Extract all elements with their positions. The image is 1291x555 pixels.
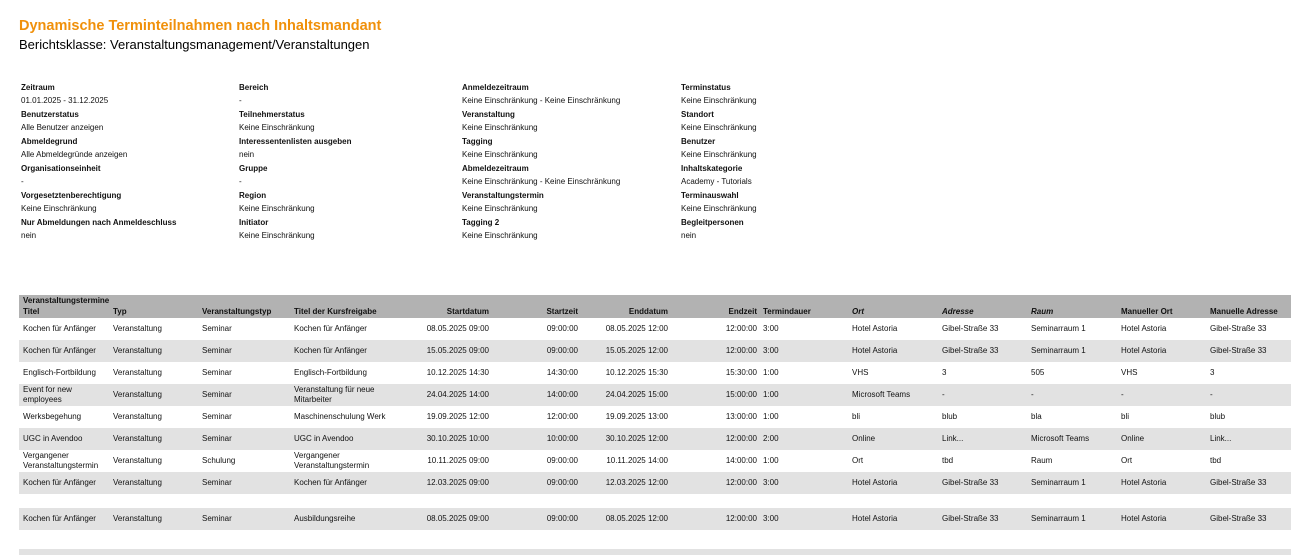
table-cell xyxy=(1121,494,1206,508)
filter-label: Zeitraum xyxy=(21,83,55,92)
filter-column-3 xyxy=(462,82,620,244)
filter-column-2 xyxy=(239,82,351,244)
table-cell: 09:00:00 xyxy=(546,346,578,355)
table-cell: Microsoft Teams xyxy=(1031,434,1090,443)
table-row xyxy=(19,428,1291,450)
table-row xyxy=(19,384,1291,406)
table-cell: Kochen für Anfänger xyxy=(23,324,96,333)
filter-value: Keine Einschränkung xyxy=(462,231,538,240)
table-cell: 15:00:00 xyxy=(725,390,757,399)
table-cell xyxy=(509,494,578,508)
table-cell xyxy=(1210,494,1290,508)
filter-label: Tagging xyxy=(462,137,493,146)
table-cell: Veranstaltung xyxy=(113,412,162,421)
table-cell: Gibel-Straße 33 xyxy=(942,478,999,487)
filter-value: Keine Einschränkung xyxy=(681,123,757,132)
column-header: Titel der Kursfreigabe xyxy=(294,307,377,316)
table-cell xyxy=(763,494,823,508)
table-cell: 3:00 xyxy=(763,324,779,333)
table-cell: tbd xyxy=(1210,456,1222,465)
table-cell: 19.09.2025 12:00 xyxy=(426,412,489,421)
table-cell: bli xyxy=(1121,412,1130,421)
filter-item xyxy=(239,190,351,217)
report-title: Dynamische Terminteilnahmen nach Inhaltsmandant xyxy=(19,18,382,34)
table-cell: Veranstaltung xyxy=(113,478,162,487)
filter-item xyxy=(681,163,757,190)
table-cell: Veranstaltung xyxy=(113,514,162,523)
table-cell: Ort xyxy=(1121,456,1133,465)
table-row xyxy=(19,318,1291,340)
filter-label: Veranstaltungstermin xyxy=(462,191,544,200)
table-cell: Englisch-Fortbildung xyxy=(23,368,96,377)
table-cell xyxy=(852,494,937,508)
table-cell: 15:30:00 xyxy=(725,368,757,377)
column-header: Raum xyxy=(1031,307,1054,316)
filter-item xyxy=(21,217,176,244)
filter-value: Keine Einschränkung xyxy=(462,150,538,159)
table-cell: Veranstaltung xyxy=(113,434,162,443)
table-cell: 14:00:00 xyxy=(725,456,757,465)
table-cell: 15.05.2025 12:00 xyxy=(605,346,668,355)
table-cell: Vergangener Veranstaltungstermin xyxy=(294,451,370,470)
table-cell: 10.11.2025 09:00 xyxy=(427,456,489,465)
table-cell: Seminarraum 1 xyxy=(1031,324,1086,333)
table-cell: Maschinenschulung Werk xyxy=(294,412,386,421)
filter-value: Alle Abmeldegründe anzeigen xyxy=(21,150,128,159)
table-cell: Link... xyxy=(1210,434,1232,443)
filter-item xyxy=(239,82,351,109)
table-cell: Gibel-Straße 33 xyxy=(1210,514,1267,523)
table-row xyxy=(19,362,1291,384)
table-cell: 09:00:00 xyxy=(546,514,578,523)
filter-column-4 xyxy=(681,82,757,244)
filter-label: Terminauswahl xyxy=(681,191,739,200)
table-cell: Seminar xyxy=(202,368,232,377)
table-cell: Gibel-Straße 33 xyxy=(1210,346,1267,355)
table-cell xyxy=(294,494,409,508)
table-row xyxy=(19,406,1291,428)
filter-label: Bereich xyxy=(239,83,269,92)
table-cell: Seminarraum 1 xyxy=(1031,514,1086,523)
table-cell: 08.05.2025 09:00 xyxy=(426,324,489,333)
filter-item xyxy=(462,190,620,217)
table-cell: Hotel Astoria xyxy=(1121,346,1167,355)
table-cell: Online xyxy=(852,434,876,443)
filter-value: Keine Einschränkung xyxy=(239,231,315,240)
table-cell: - xyxy=(942,390,945,399)
table-cell: 1:00 xyxy=(763,368,779,377)
table-cell: Hotel Astoria xyxy=(852,478,898,487)
table-cell: 19.09.2025 13:00 xyxy=(605,412,668,421)
filter-item xyxy=(462,217,620,244)
filter-value: nein xyxy=(21,231,37,240)
table-cell: Kochen für Anfänger xyxy=(23,478,96,487)
table-cell: Seminar xyxy=(202,412,232,421)
table-cell: Gibel-Straße 33 xyxy=(942,514,999,523)
table-cell xyxy=(942,494,1027,508)
filter-label: Standort xyxy=(681,110,714,119)
table-cell: VHS xyxy=(852,368,869,377)
table-cell: 3:00 xyxy=(763,478,779,487)
filter-label: Inhaltskategorie xyxy=(681,164,743,173)
table-cell: 3:00 xyxy=(763,346,779,355)
filter-value: Keine Einschränkung - Keine Einschränkung xyxy=(462,177,621,186)
table-cell: 3 xyxy=(942,368,947,377)
table-cell: 505 xyxy=(1031,368,1045,377)
table-cell: Hotel Astoria xyxy=(1121,478,1167,487)
table-cell: - xyxy=(1121,390,1124,399)
filter-value: - xyxy=(239,96,242,105)
column-header: Typ xyxy=(113,307,127,316)
filter-value: Keine Einschränkung xyxy=(462,204,538,213)
filter-item xyxy=(681,82,757,109)
table-cell: Online xyxy=(1121,434,1145,443)
table-cell: 24.04.2025 15:00 xyxy=(605,390,668,399)
filter-item xyxy=(462,136,620,163)
filter-label: Benutzerstatus xyxy=(21,110,79,119)
column-header: Titel xyxy=(23,307,40,316)
table-cell: 09:00:00 xyxy=(546,456,578,465)
filter-value: Alle Benutzer anzeigen xyxy=(21,123,104,132)
table-cell: 12:00:00 xyxy=(725,478,757,487)
report-subtitle: Berichtsklasse: Veranstaltungsmanagement/Veranstaltungen xyxy=(19,37,370,52)
table-cell: 12:00:00 xyxy=(725,324,757,333)
filter-label: Veranstaltung xyxy=(462,110,515,119)
table-cell: Seminarraum 1 xyxy=(1031,346,1086,355)
table-cell: Seminar xyxy=(202,390,232,399)
filter-item xyxy=(21,109,176,136)
table-cell: Hotel Astoria xyxy=(1121,324,1167,333)
table-cell: 12.03.2025 12:00 xyxy=(605,478,668,487)
filter-item xyxy=(21,82,176,109)
table-cell: Hotel Astoria xyxy=(1121,514,1167,523)
column-header: Endzeit xyxy=(728,307,757,316)
table-body xyxy=(19,318,1291,530)
table-cell: 10.11.2025 14:00 xyxy=(606,456,668,465)
table-row xyxy=(19,494,1291,508)
table-cell: Ort xyxy=(852,456,864,465)
filter-value: Keine Einschränkung xyxy=(239,204,315,213)
table-cell: 12:00:00 xyxy=(725,514,757,523)
filter-item xyxy=(21,190,176,217)
table-cell: 08.05.2025 09:00 xyxy=(426,514,489,523)
table-cell: 24.04.2025 14:00 xyxy=(426,390,489,399)
filter-item xyxy=(239,163,351,190)
table-cell: 12.03.2025 09:00 xyxy=(426,478,489,487)
table-cell: Seminar xyxy=(202,346,232,355)
table-cell: blub xyxy=(942,412,958,421)
table-cell: 09:00:00 xyxy=(546,478,578,487)
table-cell: 12:00:00 xyxy=(546,412,578,421)
table-cell: Hotel Astoria xyxy=(852,514,898,523)
table-cell: Veranstaltung xyxy=(113,368,162,377)
table-cell: UGC in Avendoo xyxy=(23,434,83,443)
filter-value: nein xyxy=(239,150,255,159)
table-cell: Englisch-Fortbildung xyxy=(294,368,367,377)
table-cell xyxy=(681,494,757,508)
table-cell xyxy=(23,494,109,508)
table-cell: 30.10.2025 12:00 xyxy=(605,434,668,443)
filter-item xyxy=(681,136,757,163)
table-cell: Veranstaltung xyxy=(113,390,162,399)
table-cell: 3:00 xyxy=(763,514,779,523)
column-header: Startdatum xyxy=(446,307,489,316)
table-row xyxy=(19,472,1291,494)
table-cell xyxy=(594,494,668,508)
table-group-header: Veranstaltungstermine xyxy=(19,295,1291,306)
filter-label: Benutzer xyxy=(681,137,716,146)
filter-item xyxy=(462,163,620,190)
table-cell: UGC in Avendoo xyxy=(294,434,354,443)
table-cell: Seminar xyxy=(202,434,232,443)
table-row xyxy=(19,340,1291,362)
table-cell: Ausbildungsreihe xyxy=(294,514,356,523)
table-cell: 10.12.2025 15:30 xyxy=(605,368,668,377)
table-cell: 30.10.2025 10:00 xyxy=(426,434,489,443)
table-cell: Seminarraum 1 xyxy=(1031,478,1086,487)
filter-label: Nur Abmeldungen nach Anmeldeschluss xyxy=(21,218,177,227)
table-cell: 10.12.2025 14:30 xyxy=(426,368,489,377)
filter-value: nein xyxy=(681,231,697,240)
table-cell: 14:30:00 xyxy=(546,368,578,377)
filter-label: Interessentenlisten ausgeben xyxy=(239,137,352,146)
table-cell: 1:00 xyxy=(763,412,779,421)
filter-item xyxy=(681,190,757,217)
column-header: Termindauer xyxy=(763,307,811,316)
filter-item xyxy=(21,136,176,163)
filter-value: Keine Einschränkung - Keine Einschränkung xyxy=(462,96,621,105)
table-cell: bla xyxy=(1031,412,1042,421)
table-cell: Kochen für Anfänger xyxy=(294,346,367,355)
table-cell: 10:00:00 xyxy=(546,434,578,443)
table-cell xyxy=(1031,494,1116,508)
filter-label: Initiator xyxy=(239,218,269,227)
table-cell: Hotel Astoria xyxy=(852,324,898,333)
filter-value: Keine Einschränkung xyxy=(681,96,757,105)
filter-item xyxy=(462,109,620,136)
filter-value: Keine Einschränkung xyxy=(681,150,757,159)
column-header: Manuelle Adresse xyxy=(1210,307,1278,316)
filter-item xyxy=(21,163,176,190)
table-cell: 2:00 xyxy=(763,434,779,443)
filter-label: Organisationseinheit xyxy=(21,164,101,173)
filter-label: Terminstatus xyxy=(681,83,731,92)
table-cell xyxy=(202,494,290,508)
table-cell: Microsoft Teams xyxy=(852,390,911,399)
table-cell: Veranstaltung xyxy=(113,324,162,333)
table-cell: bli xyxy=(852,412,861,421)
filter-item xyxy=(239,109,351,136)
filter-label: Gruppe xyxy=(239,164,268,173)
filter-value: Keine Einschränkung xyxy=(21,204,97,213)
filter-label: Region xyxy=(239,191,267,200)
table-cell: 14:00:00 xyxy=(546,390,578,399)
table-cell: 12:00:00 xyxy=(725,346,757,355)
table-cell: Veranstaltung xyxy=(113,456,162,465)
table-cell: Gibel-Straße 33 xyxy=(942,324,999,333)
column-header: Veranstaltungstyp xyxy=(202,307,272,316)
table-cell: Vergangener Veranstaltungstermin xyxy=(23,451,99,470)
filter-value: - xyxy=(21,177,24,186)
table-cell: Raum xyxy=(1031,456,1053,465)
table-cell: Werksbegehung xyxy=(23,412,82,421)
filter-label: Anmeldezeitraum xyxy=(462,83,529,92)
column-header: Manueller Ort xyxy=(1121,307,1173,316)
table-cell: - xyxy=(1210,390,1213,399)
events-table xyxy=(19,295,1291,530)
filter-item xyxy=(681,217,757,244)
table-cell: - xyxy=(1031,390,1034,399)
table-cell: Gibel-Straße 33 xyxy=(942,346,999,355)
filter-label: Begleitpersonen xyxy=(681,218,744,227)
table-cell: Kochen für Anfänger xyxy=(294,478,367,487)
table-cell: 1:00 xyxy=(763,456,779,465)
table-cell: 12:00:00 xyxy=(725,434,757,443)
table-cell: Veranstaltung xyxy=(113,346,162,355)
table-cell: 3 xyxy=(1210,368,1215,377)
table-cell: Seminar xyxy=(202,478,232,487)
table-cell: Kochen für Anfänger xyxy=(23,514,96,523)
filter-summary xyxy=(21,82,921,242)
table-cell: Kochen für Anfänger xyxy=(23,346,96,355)
table-cell xyxy=(113,494,198,508)
filter-value: Academy - Tutorials xyxy=(681,177,752,186)
filter-label: Abmeldegrund xyxy=(21,137,78,146)
filter-column-1 xyxy=(21,82,176,244)
table-cell: Seminar xyxy=(202,514,232,523)
table-cell: 13:00:00 xyxy=(725,412,757,421)
filter-item xyxy=(239,217,351,244)
table-row xyxy=(19,450,1291,472)
filter-value: Keine Einschränkung xyxy=(681,204,757,213)
table-footer-band xyxy=(19,549,1291,555)
table-cell: Gibel-Straße 33 xyxy=(1210,324,1267,333)
filter-item xyxy=(462,82,620,109)
table-cell: Seminar xyxy=(202,324,232,333)
table-cell: tbd xyxy=(942,456,954,465)
column-header: Adresse xyxy=(942,307,974,316)
table-cell: Gibel-Straße 33 xyxy=(1210,478,1267,487)
table-cell: Schulung xyxy=(202,456,236,465)
table-cell: Link... xyxy=(942,434,964,443)
table-cell: 09:00:00 xyxy=(546,324,578,333)
filter-label: Abmeldezeitraum xyxy=(462,164,529,173)
table-cell: VHS xyxy=(1121,368,1138,377)
filter-label: Vorgesetztenberechtigung xyxy=(21,191,122,200)
table-cell xyxy=(413,494,489,508)
column-header: Ort xyxy=(852,307,864,316)
filter-value: Keine Einschränkung xyxy=(462,123,538,132)
table-header-row xyxy=(19,306,1291,318)
filter-item xyxy=(239,136,351,163)
filter-label: Teilnehmerstatus xyxy=(239,110,305,119)
filter-value: Keine Einschränkung xyxy=(239,123,315,132)
table-cell: 08.05.2025 12:00 xyxy=(605,514,668,523)
filter-label: Tagging 2 xyxy=(462,218,500,227)
table-cell: Veranstaltung für neue Mitarbeiter xyxy=(294,385,375,404)
table-row xyxy=(19,508,1291,530)
table-cell: 15.05.2025 09:00 xyxy=(426,346,489,355)
table-cell: Hotel Astoria xyxy=(852,346,898,355)
table-cell: 08.05.2025 12:00 xyxy=(605,324,668,333)
filter-value: - xyxy=(239,177,242,186)
column-header: Enddatum xyxy=(628,307,668,316)
table-cell: blub xyxy=(1210,412,1226,421)
filter-value: 01.01.2025 - 31.12.2025 xyxy=(21,96,109,105)
column-header: Startzeit xyxy=(546,307,578,316)
table-cell: Event for new employees xyxy=(23,385,72,404)
table-cell: Kochen für Anfänger xyxy=(294,324,367,333)
filter-item xyxy=(681,109,757,136)
table-cell: 1:00 xyxy=(763,390,779,399)
